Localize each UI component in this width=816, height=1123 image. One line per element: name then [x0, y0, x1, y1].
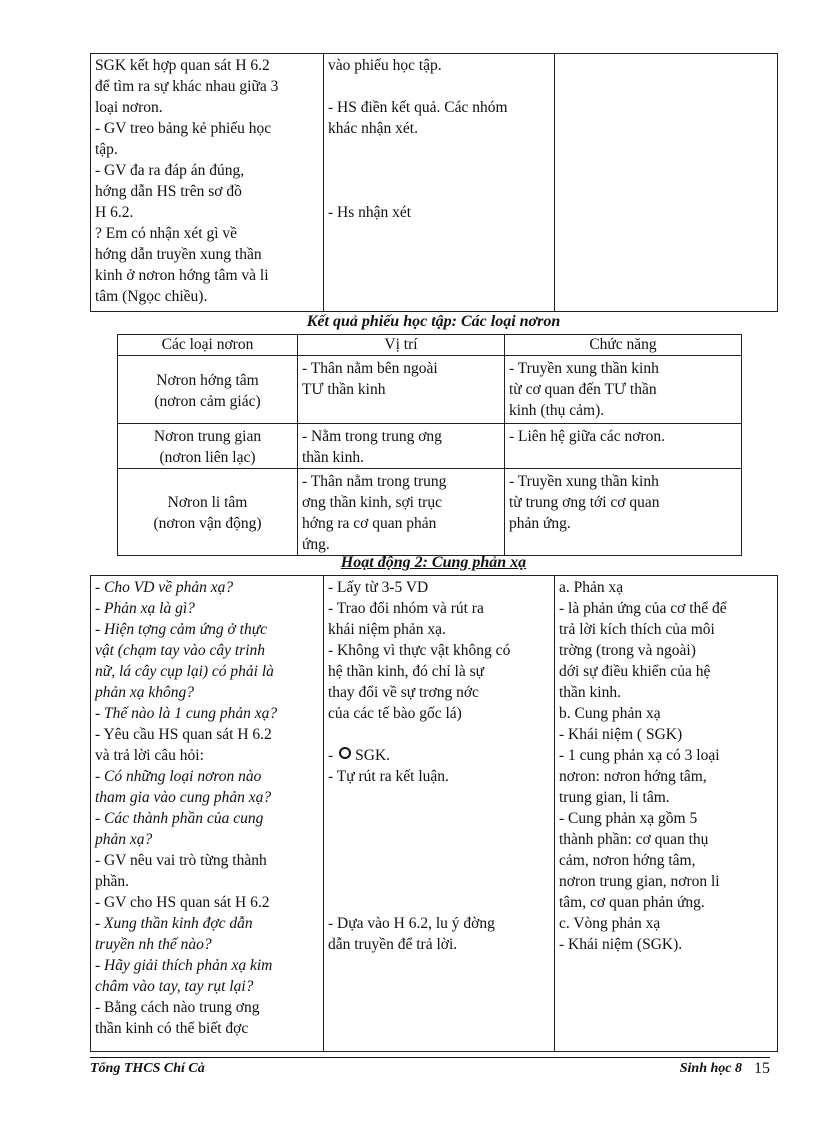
text-line: trung gian, li tâm. — [559, 789, 670, 806]
text-line: châm vào tay, tay rụt lại? — [95, 978, 254, 995]
text-line: từ cơ quan đến TƯ thần — [509, 381, 657, 398]
text-line: - Truyền xung thần kinh — [509, 473, 659, 490]
text-line: thay đổi về sự trơng nớc — [328, 684, 479, 701]
text-line: (nơron vận động) — [153, 515, 262, 532]
text-line: hớng ra cơ quan phản — [302, 515, 437, 532]
text-line: - Trao đổi nhóm và rút ra — [328, 600, 484, 617]
text-line: ơng thần kinh, sợi trục — [302, 494, 442, 511]
text-line — [328, 181, 550, 202]
text-line: phản ứng. — [509, 515, 571, 532]
text-line: b. Cung phản xạ — [559, 705, 661, 722]
text-line: - GV nêu vai trò từng thành — [95, 852, 267, 869]
cell-name — [118, 424, 298, 469]
teacher-activity-cell — [91, 576, 324, 1052]
cell-function — [505, 469, 742, 556]
text-line: Nơron trung gian — [153, 428, 262, 445]
text-line: - Hs nhận xét — [328, 204, 412, 221]
text-line: c. Vòng phản xạ — [559, 915, 661, 932]
text-line: phần. — [95, 873, 130, 890]
text-line: nữ, lá cây cụp lại) có phải là — [95, 663, 274, 680]
text-line: hớng dẫn truyền xung thần — [95, 246, 262, 263]
text-line: - Xung thần kinh đợc dẫn — [95, 915, 253, 932]
text-line: dới sự điều khiển của hệ — [559, 663, 711, 680]
text-line: nơron trung gian, nơron li — [559, 873, 720, 890]
text-line: - GV đa ra đáp án đúng, — [95, 162, 245, 179]
text-line: vào phiếu học tập. — [328, 57, 442, 74]
activity-table — [90, 575, 778, 1052]
conclusion-line: - Tự rút ra kết luận. — [328, 768, 449, 785]
text-line: - Nằm trong trung ơng — [302, 428, 442, 445]
text-line: - Hiện tợng cảm ứng ở thực — [95, 621, 268, 638]
student-activity-cell — [324, 54, 555, 312]
text-line: - là phản ứng của cơ thể để — [559, 600, 727, 617]
text-line: a. Phản xạ — [559, 579, 624, 596]
text-line: ? Em có nhận xét gì về — [95, 225, 238, 242]
text-line: - Liên hệ giữa các nơron. — [509, 428, 666, 445]
cell-position — [298, 424, 505, 469]
table-row — [118, 356, 742, 424]
text-line: (nơron liên lạc) — [159, 449, 256, 466]
text-line: - Phản xạ là gì? — [95, 600, 195, 617]
text-line: loại nơron. — [95, 99, 163, 116]
text-line: thành phần: cơ quan thụ — [559, 831, 709, 848]
text-line: của các tế bào gốc lá) — [328, 705, 462, 722]
text-line: (nơron cảm giác) — [154, 392, 261, 410]
cell-function — [505, 356, 742, 424]
text-line: - Khái niệm (SGK). — [559, 936, 683, 953]
text-line: - Có những loại nơron nào — [95, 768, 262, 785]
content-cell — [555, 54, 778, 312]
text-line — [328, 139, 550, 160]
text-line: - Các thành phần của cung — [95, 810, 264, 827]
cell-name — [118, 469, 298, 556]
text-line: từ trung ơng tới cơ quan — [509, 494, 660, 511]
student-activity-cell — [324, 576, 555, 1052]
text-line: trả lời kích thích của môi — [559, 621, 715, 638]
text-line: TƯ thần kinh — [302, 381, 386, 398]
header-function: Chức năng — [505, 335, 742, 356]
table-row — [118, 424, 742, 469]
text-line: hớng dẫn HS trên sơ đồ — [95, 183, 242, 200]
text-line: - Thế nào là 1 cung phản xạ? — [95, 705, 278, 722]
result-title: Kết quả phiếu học tập: Các loại nơron — [306, 313, 561, 330]
footer-school: Tổng THCS Chí Cà — [90, 1061, 205, 1076]
text-line — [328, 76, 550, 97]
text-line: thần kinh có thể biết đợc — [95, 1020, 249, 1037]
cell-name — [118, 356, 298, 424]
text-line: kinh (thụ cảm). — [509, 402, 605, 419]
neuron-result-table — [117, 334, 742, 556]
sgk-line: - SGK. — [328, 747, 391, 764]
text-line — [328, 160, 550, 181]
circle-bullet-icon — [339, 747, 351, 759]
text-line: khác nhận xét. — [328, 120, 418, 137]
text-line: phản xạ không? — [95, 684, 195, 701]
header-neuron-type: Các loại nơron — [118, 335, 298, 356]
text-line: kinh ở nơron hớng tâm và li — [95, 267, 269, 284]
text-line: - GV treo bảng kẻ phiếu học — [95, 120, 272, 137]
text-line: Nơron hớng tâm — [156, 371, 259, 389]
text-line: - Lấy từ 3-5 VD — [328, 579, 429, 596]
cell-function — [505, 424, 742, 469]
text-line: - Dựa vào H 6.2, lu ý đờng — [328, 915, 495, 932]
cell-position — [298, 356, 505, 424]
cell-position — [298, 469, 505, 556]
header-position: Vị trí — [298, 335, 505, 356]
text-line: ứng. — [302, 536, 330, 553]
text-line: truyền nh thế nào? — [95, 936, 212, 953]
text-line: trờng (trong và ngoài) — [559, 642, 696, 659]
text-line: phản xạ? — [95, 831, 153, 848]
text-line: - Thân nằm bên ngoài — [302, 360, 438, 377]
page-number: 15 — [754, 1060, 770, 1077]
text-line: Nơron li tâm — [167, 494, 248, 511]
continuation-table — [90, 53, 778, 312]
text-line: thần kinh. — [302, 449, 364, 466]
text-line: - Bằng cách nào trung ơng — [95, 999, 260, 1016]
text-line: vật (chạm tay vào cây trinh — [95, 642, 266, 659]
text-line: - Hãy giải thích phản xạ kim — [95, 957, 273, 974]
text-line: - Không vì thực vật không có — [328, 642, 511, 659]
text-line: thần kinh. — [559, 684, 621, 701]
text-line: - Yêu cầu HS quan sát H 6.2 — [95, 726, 272, 743]
footer-subject: Sinh học 8 — [679, 1061, 742, 1076]
table-row — [118, 469, 742, 556]
text-line: - Cho VD về phản xạ? — [95, 579, 234, 596]
text-line: - Khái niệm ( SGK) — [559, 726, 683, 743]
text-line: hệ thần kinh, đó chỉ là sự — [328, 663, 485, 680]
text-line: nơron: nơron hớng tâm, — [559, 768, 707, 785]
activity-title: Hoạt động 2: Cung phản xạ — [340, 554, 527, 571]
content-cell — [555, 576, 778, 1052]
text-line: - Truyền xung thần kinh — [509, 360, 659, 377]
text-line: dẫn truyền để trả lời. — [328, 936, 458, 953]
text-line: - Thân nằm trong trung — [302, 473, 447, 490]
text-line: tham gia vào cung phản xạ? — [95, 789, 272, 806]
text-line: và trả lời câu hỏi: — [95, 747, 204, 764]
text-line: để tìm ra sự khác nhau giữa 3 — [95, 78, 279, 95]
text-line: tâm, cơ quan phản ứng. — [559, 894, 705, 911]
text-line: H 6.2. — [95, 204, 134, 221]
teacher-activity-cell — [91, 54, 324, 312]
text-line: tâm (Ngọc chiều). — [95, 288, 208, 305]
text-line: - GV cho HS quan sát H 6.2 — [95, 894, 270, 911]
text-line: tập. — [95, 141, 118, 158]
text-line: khái niệm phản xạ. — [328, 621, 446, 638]
text-line: - Cung phản xạ gồm 5 — [559, 810, 698, 827]
text-line: - 1 cung phản xạ có 3 loại — [559, 747, 720, 764]
text-line: SGK kết hợp quan sát H 6.2 — [95, 57, 270, 74]
page-footer — [90, 1057, 770, 1082]
text-line: - HS điền kết quả. Các nhóm — [328, 99, 508, 116]
text-line: cảm, nơron hớng tâm, — [559, 852, 696, 869]
